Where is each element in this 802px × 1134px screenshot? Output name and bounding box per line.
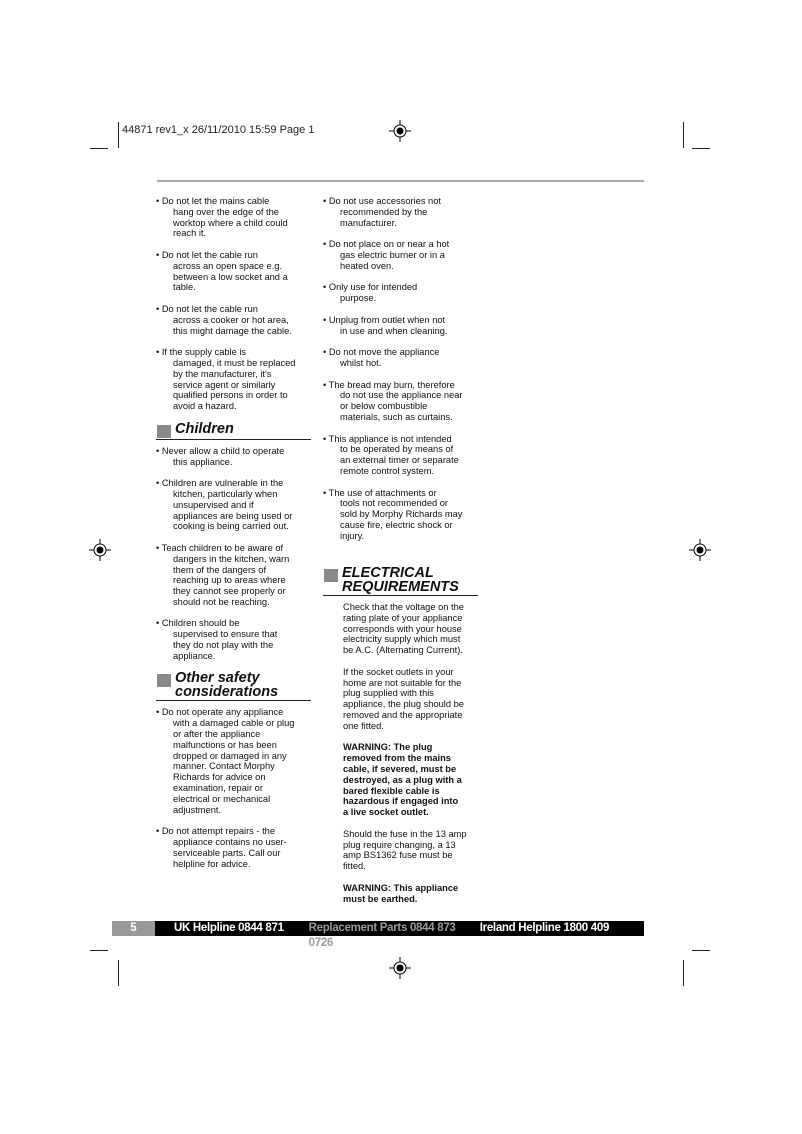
left-column [156,196,311,880]
text-line: they do not play with the [173,640,274,651]
text-line: them of the dangers of [173,564,267,575]
text-line: amp BS1362 fuse must be [343,850,453,861]
text-line: plug require changing, a 13 [343,839,456,850]
replacement-parts-line: Replacement Parts 0844 873 0726 [308,922,456,949]
text-line: reach it. [173,228,207,239]
text-line: fitted. [343,861,366,872]
bullet-item [323,380,478,423]
text-line: • Do not let the cable run [156,303,258,314]
text-line: appliances are being used or [173,510,293,521]
spacer [323,552,478,563]
section-heading [323,567,478,596]
text-line: dropped or damaged in any [173,750,287,761]
text-line: recommended by the [340,206,428,217]
text-line: removed from the mains [343,753,451,764]
text-line: or after the appliance [173,729,261,740]
text-line: in use and when cleaning. [340,325,448,336]
crop-mark [683,960,684,986]
text-line: hang over the edge of the [173,206,279,217]
heading-text [175,420,234,437]
page-number: 5 [112,921,155,936]
bullet-item [156,196,311,239]
paragraph [323,602,478,656]
text-line: Should the fuse in the 13 amp [343,828,467,839]
text-line: injury. [340,530,365,541]
warning-paragraph [323,883,478,905]
heading-square-icon [157,425,171,438]
crop-mark [118,122,119,148]
text-line: cooking is being carried out. [173,521,289,532]
text-line: this appliance. [173,456,233,467]
text-line: reaching up to areas where [173,575,286,586]
text-line: unsupervised and if [173,499,254,510]
heading-line: Other safety [175,670,260,687]
bullet-item [323,315,478,337]
text-line: should not be reaching. [173,596,270,607]
text-line: one fitted. [343,720,384,731]
heading-text [175,672,278,699]
text-line: • If the supply cable is [156,347,247,358]
text-line: • Do not use accessories not [323,196,441,206]
text-line: or below combustible [340,401,428,412]
text-line: between a low socket and a [173,271,288,282]
paragraph [323,667,478,732]
crop-mark [692,950,710,951]
text-line: dangers in the kitchen, warn [173,553,290,564]
text-line: cable, if severed, must be [343,764,457,775]
heading-line: considerations [175,683,279,700]
text-line: be A.C. (Alternating Current). [343,645,463,656]
right-column [323,196,478,915]
registration-mark-icon [389,957,411,979]
text-line: cause fire, electric shock or [340,519,453,530]
text-line: sold by Morphy Richards may [340,509,463,520]
text-line: must be earthed. [343,893,418,904]
bullet-item [156,826,311,869]
crop-mark [683,122,684,148]
bullet-item [323,488,478,542]
text-line: electricity supply which must [343,634,461,645]
text-line: avoid a hazard. [173,401,237,412]
text-line: damaged, it must be replaced [173,357,296,368]
text-line: to be operated by means of [340,444,454,455]
bullet-item [156,478,311,532]
text-line: a live socket outlet. [343,807,429,818]
paragraph [323,829,478,872]
text-line: qualified persons in order to [173,390,288,401]
footer-bar [112,921,644,949]
text-line: • Do not let the cable run [156,249,258,260]
text-line: with a damaged cable or plug [173,718,295,729]
text-line: • This appliance is not intended [323,433,452,444]
text-line: by the manufacturer, it's [173,368,272,379]
text-line: remote control system. [340,465,435,476]
text-line: • Do not place on or near a hot [323,239,450,250]
text-line: removed and the appropriate [343,710,463,721]
text-line: • Never allow a child to operate [156,445,285,456]
heading-line: REQUIREMENTS [342,578,459,595]
text-line: kitchen, particularly when [173,488,278,499]
heading-line: Children [175,420,234,437]
text-line: rating plate of your appliance [343,612,463,623]
text-line: adjustment. [173,804,222,815]
bullet-item [323,239,478,271]
text-line: appliance. [173,650,216,661]
uk-helpline: UK Helpline 0844 871 0960 [174,922,284,949]
text-line: serviceable parts. Call our [173,847,281,858]
text-line: appliance contains no user- [173,837,287,848]
text-line: hazardous if engaged into [343,796,459,807]
bullet-item [323,347,478,369]
registration-mark-icon [689,539,711,561]
text-line: manufacturer. [340,217,397,228]
text-line: If the socket outlets in your [343,666,454,677]
text-line: tools not recommended or [340,498,449,509]
text-line: do not use the appliance near [340,390,463,401]
text-line: WARNING: The plug [343,742,433,753]
text-line: this might damage the cable. [173,325,292,336]
text-line: gas electric burner or in a [340,249,445,260]
text-line: heated oven. [340,260,394,271]
text-line: an external timer or separate [340,455,459,466]
print-slug: 44871 rev1_x 26/11/2010 15:59 Page 1 [122,124,315,136]
text-line: whilst hot. [340,357,382,368]
heading-square-icon [324,569,338,582]
bullet-item [156,250,311,293]
text-line: • Teach children to be aware of [156,542,284,553]
section-heading [156,420,311,440]
text-line: corresponds with your house [343,623,462,634]
bullet-item [156,347,311,412]
text-line: • Do not move the appliance [323,347,440,358]
text-line: table. [173,282,196,293]
text-line: examination, repair or [173,783,263,794]
text-line: WARNING: This appliance [343,882,459,893]
text-line: • The use of attachments or [323,487,437,498]
text-line: • Do not attempt repairs - the [156,826,276,837]
heading-square-icon [157,674,171,687]
bullet-item [156,543,311,608]
heading-line: ELECTRICAL [342,565,434,582]
crop-mark [90,148,108,149]
text-line: bared flexible cable is [343,785,440,796]
ireland-helpline: Ireland Helpline 1800 409 119 [479,922,610,949]
text-line: across a cooker or hot area, [173,314,289,325]
text-line: • Children are vulnerable in the [156,478,284,489]
text-line: worktop where a child could [173,217,288,228]
bullet-item [323,282,478,304]
text-line: electrical or mechanical [173,793,271,804]
text-line: • Do not operate any appliance [156,707,284,718]
text-line: destroyed, as a plug with a [343,774,462,785]
text-line: Richards for advice on [173,772,266,783]
bullet-item [156,446,311,468]
text-line: Check that the voltage on the [343,602,464,613]
text-line: plug supplied with this [343,688,434,699]
text-line: they cannot see properly or [173,586,286,597]
text-line: purpose. [340,293,377,304]
text-line: helpline for advice. [173,858,251,869]
text-line: across an open space e.g. [173,260,283,271]
text-line: • Children should be [156,618,240,629]
text-line: appliance, the plug should be [343,699,464,710]
text-line: malfunctions or has been [173,739,277,750]
warning-paragraph [323,742,478,818]
crop-mark [90,950,108,951]
bullet-item [156,707,311,815]
text-line: supervised to ensure that [173,629,278,640]
text-line: manner. Contact Morphy [173,761,275,772]
bullet-item [156,304,311,336]
registration-mark-icon [389,120,411,142]
text-line: home are not suitable for the [343,677,462,688]
text-line: • The bread may burn, therefore [323,379,455,390]
crop-mark [118,960,119,986]
bullet-item [156,618,311,661]
section-heading [156,672,311,701]
bullet-item [323,196,478,228]
registration-mark-icon [89,539,111,561]
bullet-item [323,434,478,477]
text-line: materials, such as curtains. [340,411,453,422]
text-line: • Only use for intended [323,282,418,293]
text-line: • Do not let the mains cable [156,196,270,206]
crop-mark [692,148,710,149]
text-line: service agent or similarly [173,379,276,390]
text-line: • Unplug from outlet when not [323,314,446,325]
heading-text [342,567,459,594]
header-rule [157,180,644,182]
